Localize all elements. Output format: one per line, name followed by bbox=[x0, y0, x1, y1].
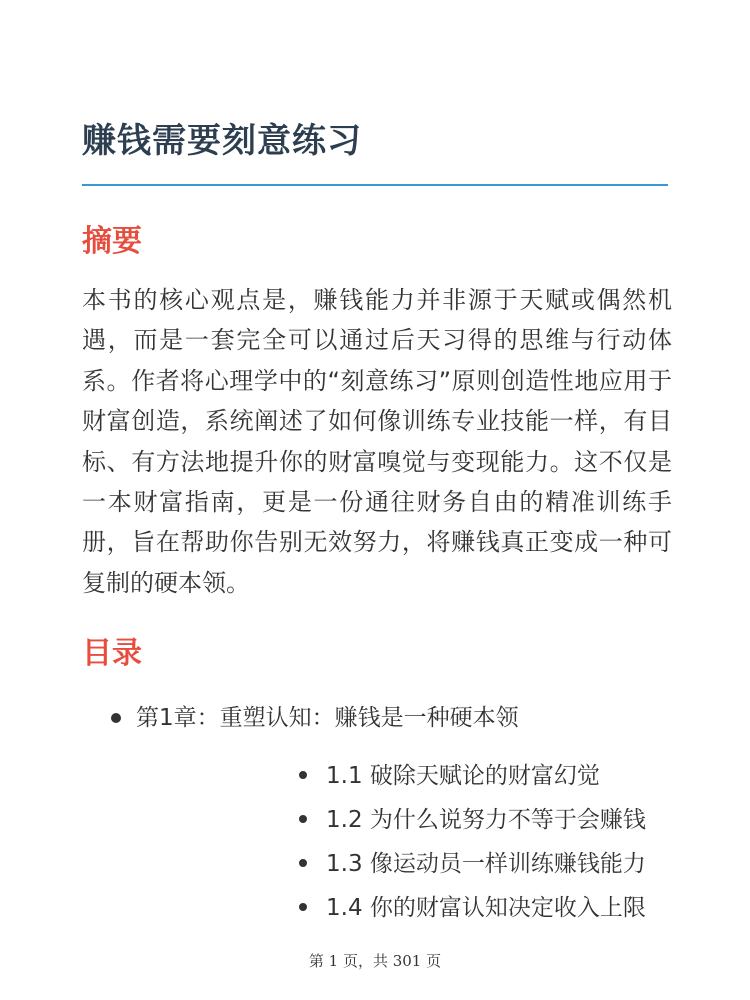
summary-paragraph: 本书的核心观点是，赚钱能力并非源于天赋或偶然机遇，而是一套完全可以通过后天习得的思维与行动体系。作者将心理学中的“刻意练习”原则创造性地应用于财富创造，系统阐述了如何像训练专业技能一样，有目标、有方法地提升你的财富嗅觉与变现能力。这不仅是一本财富指南，更是一份通往财务自由的精准训练手册，旨在帮助你告别无效努力，将赚钱真正变成一种可复制的硬本领。 bbox=[82, 286, 672, 597]
page-title: 赚钱需要刻意练习 bbox=[82, 121, 362, 161]
page-number: 第 1 页，共 301 页 bbox=[308, 952, 442, 970]
filled-bullet-icon bbox=[111, 713, 121, 723]
toc-heading: 目录 bbox=[82, 636, 142, 671]
hollow-bullet-icon bbox=[299, 903, 307, 911]
toc-section-label: 1.4 你的财富认知决定收入上限 bbox=[326, 895, 646, 921]
toc-section-list bbox=[136, 754, 750, 930]
toc-section-label: 1.1 破除天赋论的财富幻觉 bbox=[326, 763, 600, 789]
toc-section-label: 1.3 像运动员一样训练赚钱能力 bbox=[326, 851, 646, 877]
hollow-bullet-icon bbox=[299, 815, 307, 823]
hollow-bullet-icon bbox=[299, 771, 307, 779]
toc-section-1-2 bbox=[136, 798, 750, 842]
toc-list bbox=[0, 696, 750, 930]
hollow-bullet-icon bbox=[299, 859, 307, 867]
summary-heading: 摘要 bbox=[82, 224, 142, 259]
toc-section-1-1 bbox=[136, 754, 750, 798]
toc-chapter-label: 第1章：重塑认知：赚钱是一种硬本领 bbox=[136, 705, 519, 731]
toc-section-1-4 bbox=[136, 886, 750, 930]
toc-chapter-1 bbox=[0, 696, 750, 930]
title-divider bbox=[82, 184, 668, 186]
toc-section-1-3 bbox=[136, 842, 750, 886]
toc-section-label: 1.2 为什么说努力不等于会赚钱 bbox=[326, 807, 646, 833]
